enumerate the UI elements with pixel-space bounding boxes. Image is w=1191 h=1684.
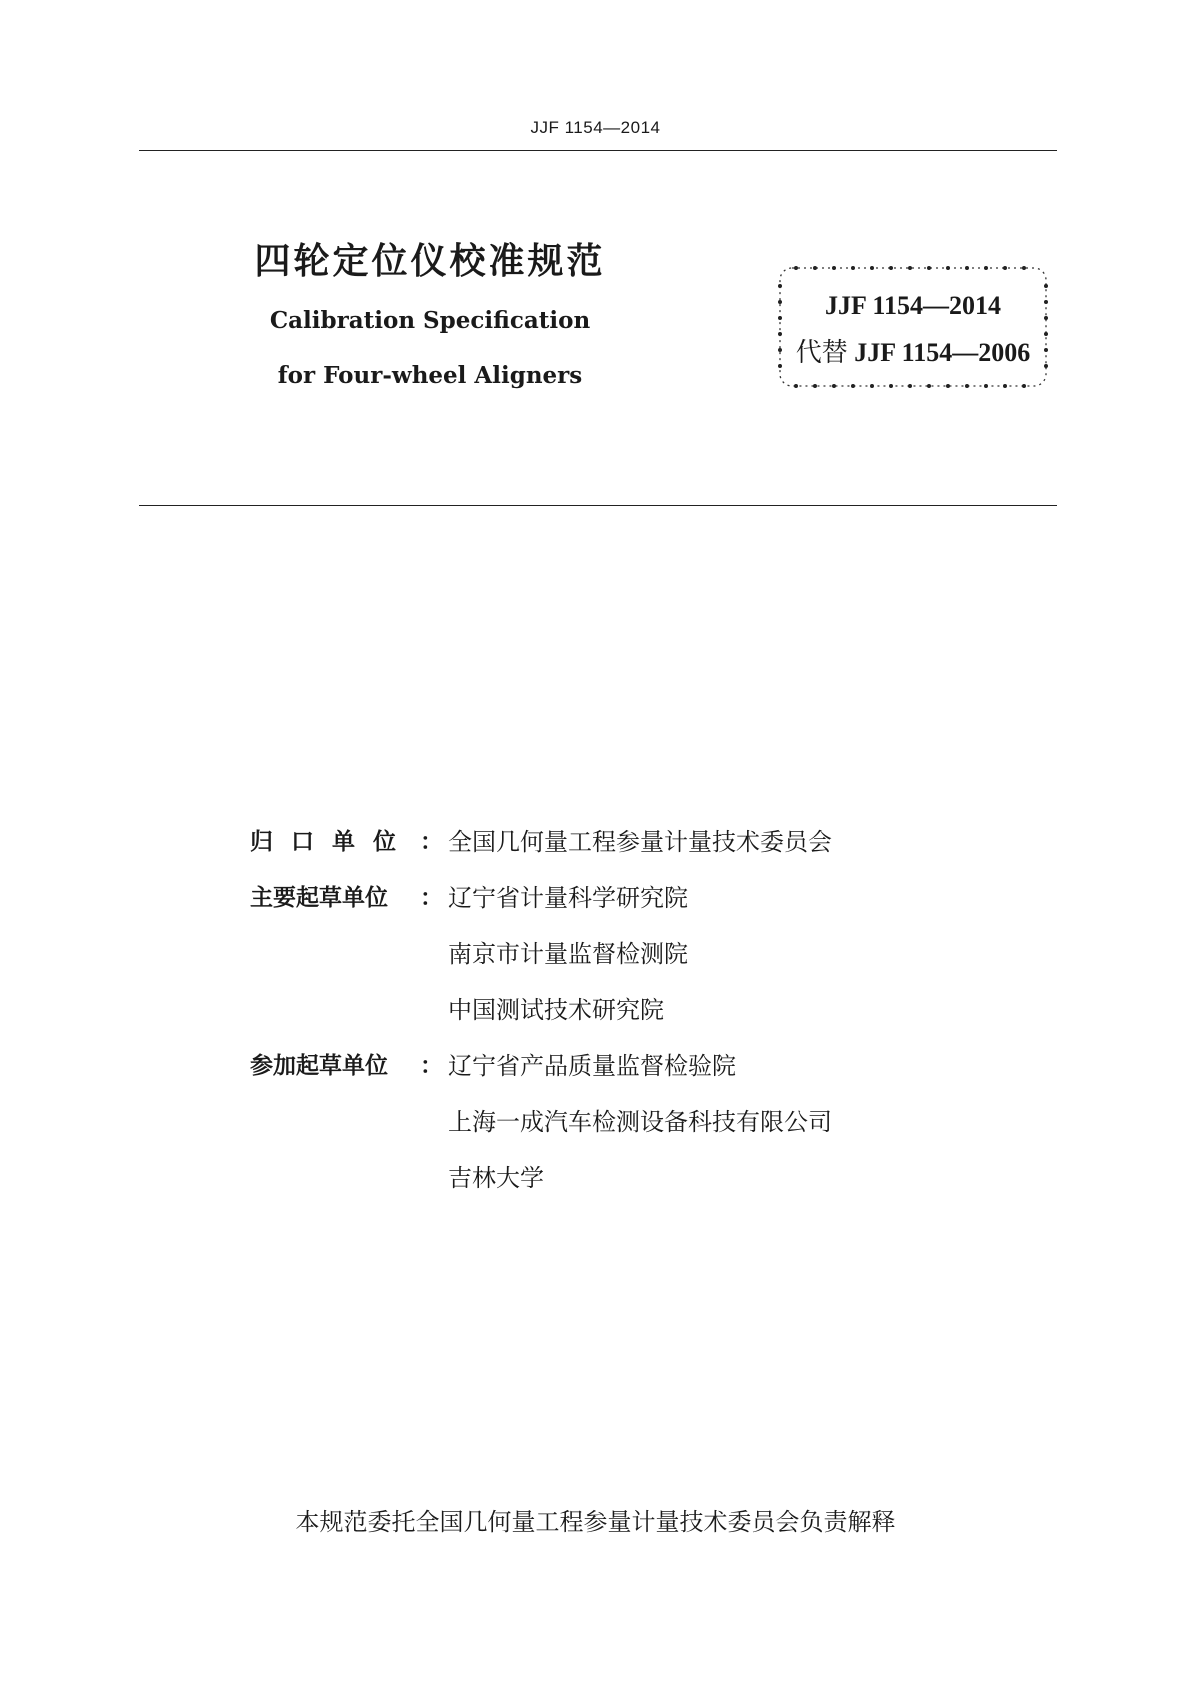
border-dot: [851, 266, 855, 270]
main-drafting-label: 主要起草单位: [250, 885, 388, 911]
standard-code: JJF 1154—2014: [825, 291, 1001, 320]
border-dot: [946, 384, 950, 388]
border-dot: [870, 384, 874, 388]
participating-unit: 辽宁省产品质量监督检验院: [448, 1052, 736, 1080]
title-english-line2: for Four-wheel Aligners: [277, 362, 583, 389]
border-dot: [1022, 384, 1026, 388]
replaces-line: [776, 332, 1050, 369]
border-dot: [908, 266, 912, 270]
label-colon: ：: [420, 885, 443, 911]
border-dot: [889, 266, 893, 270]
border-dot: [832, 266, 836, 270]
border-dot: [965, 384, 969, 388]
title-block: [230, 240, 630, 391]
border-dot: [813, 266, 817, 270]
label-colon: ：: [420, 829, 443, 855]
border-dot: [794, 266, 798, 270]
border-dot: [927, 266, 931, 270]
border-dot: [984, 266, 988, 270]
title-chinese: 四轮定位仪校准规范: [254, 241, 606, 282]
header-rule: [139, 150, 1057, 151]
border-dot: [908, 384, 912, 388]
decorative-dotted-border: [776, 264, 1050, 390]
participating-unit: 上海一成汽车检测设备科技有限公司: [448, 1108, 832, 1136]
participating-unit: 吉林大学: [448, 1164, 544, 1192]
section-rule: [139, 505, 1057, 506]
border-dot: [1003, 384, 1007, 388]
main-drafting-unit: 南京市计量监督检测院: [448, 940, 688, 968]
border-dot: [1044, 284, 1048, 288]
main-drafting-unit: 辽宁省计量科学研究院: [448, 884, 688, 912]
border-dot: [778, 284, 782, 288]
border-dot: [870, 266, 874, 270]
border-dot: [813, 384, 817, 388]
border-dot: [927, 384, 931, 388]
border-dot: [1022, 266, 1026, 270]
border-dot: [889, 384, 893, 388]
standard-code-box: [776, 264, 1050, 390]
running-header-code: JJF 1154—2014: [530, 118, 661, 137]
replaced-code: JJF 1154—2006: [854, 338, 1031, 367]
border-dot: [832, 384, 836, 388]
label-colon: ：: [420, 1053, 443, 1079]
main-drafting-unit: 中国测试技术研究院: [448, 996, 664, 1024]
border-dot: [946, 266, 950, 270]
participating-label: 参加起草单位: [250, 1053, 388, 1079]
interpretation-note: 本规范委托全国几何量工程参量计量技术委员会负责解释: [295, 1508, 896, 1536]
replaces-prefix: 代替: [795, 338, 848, 367]
border-dot: [851, 384, 855, 388]
border-dot: [965, 266, 969, 270]
responsible-unit-value: 全国几何量工程参量计量技术委员会: [448, 828, 832, 856]
border-dot: [794, 384, 798, 388]
border-dot: [1003, 266, 1007, 270]
title-english-line1: Calibration Specification: [269, 307, 591, 334]
responsible-unit-label: 归口单位: [250, 829, 414, 855]
border-dot: [984, 384, 988, 388]
